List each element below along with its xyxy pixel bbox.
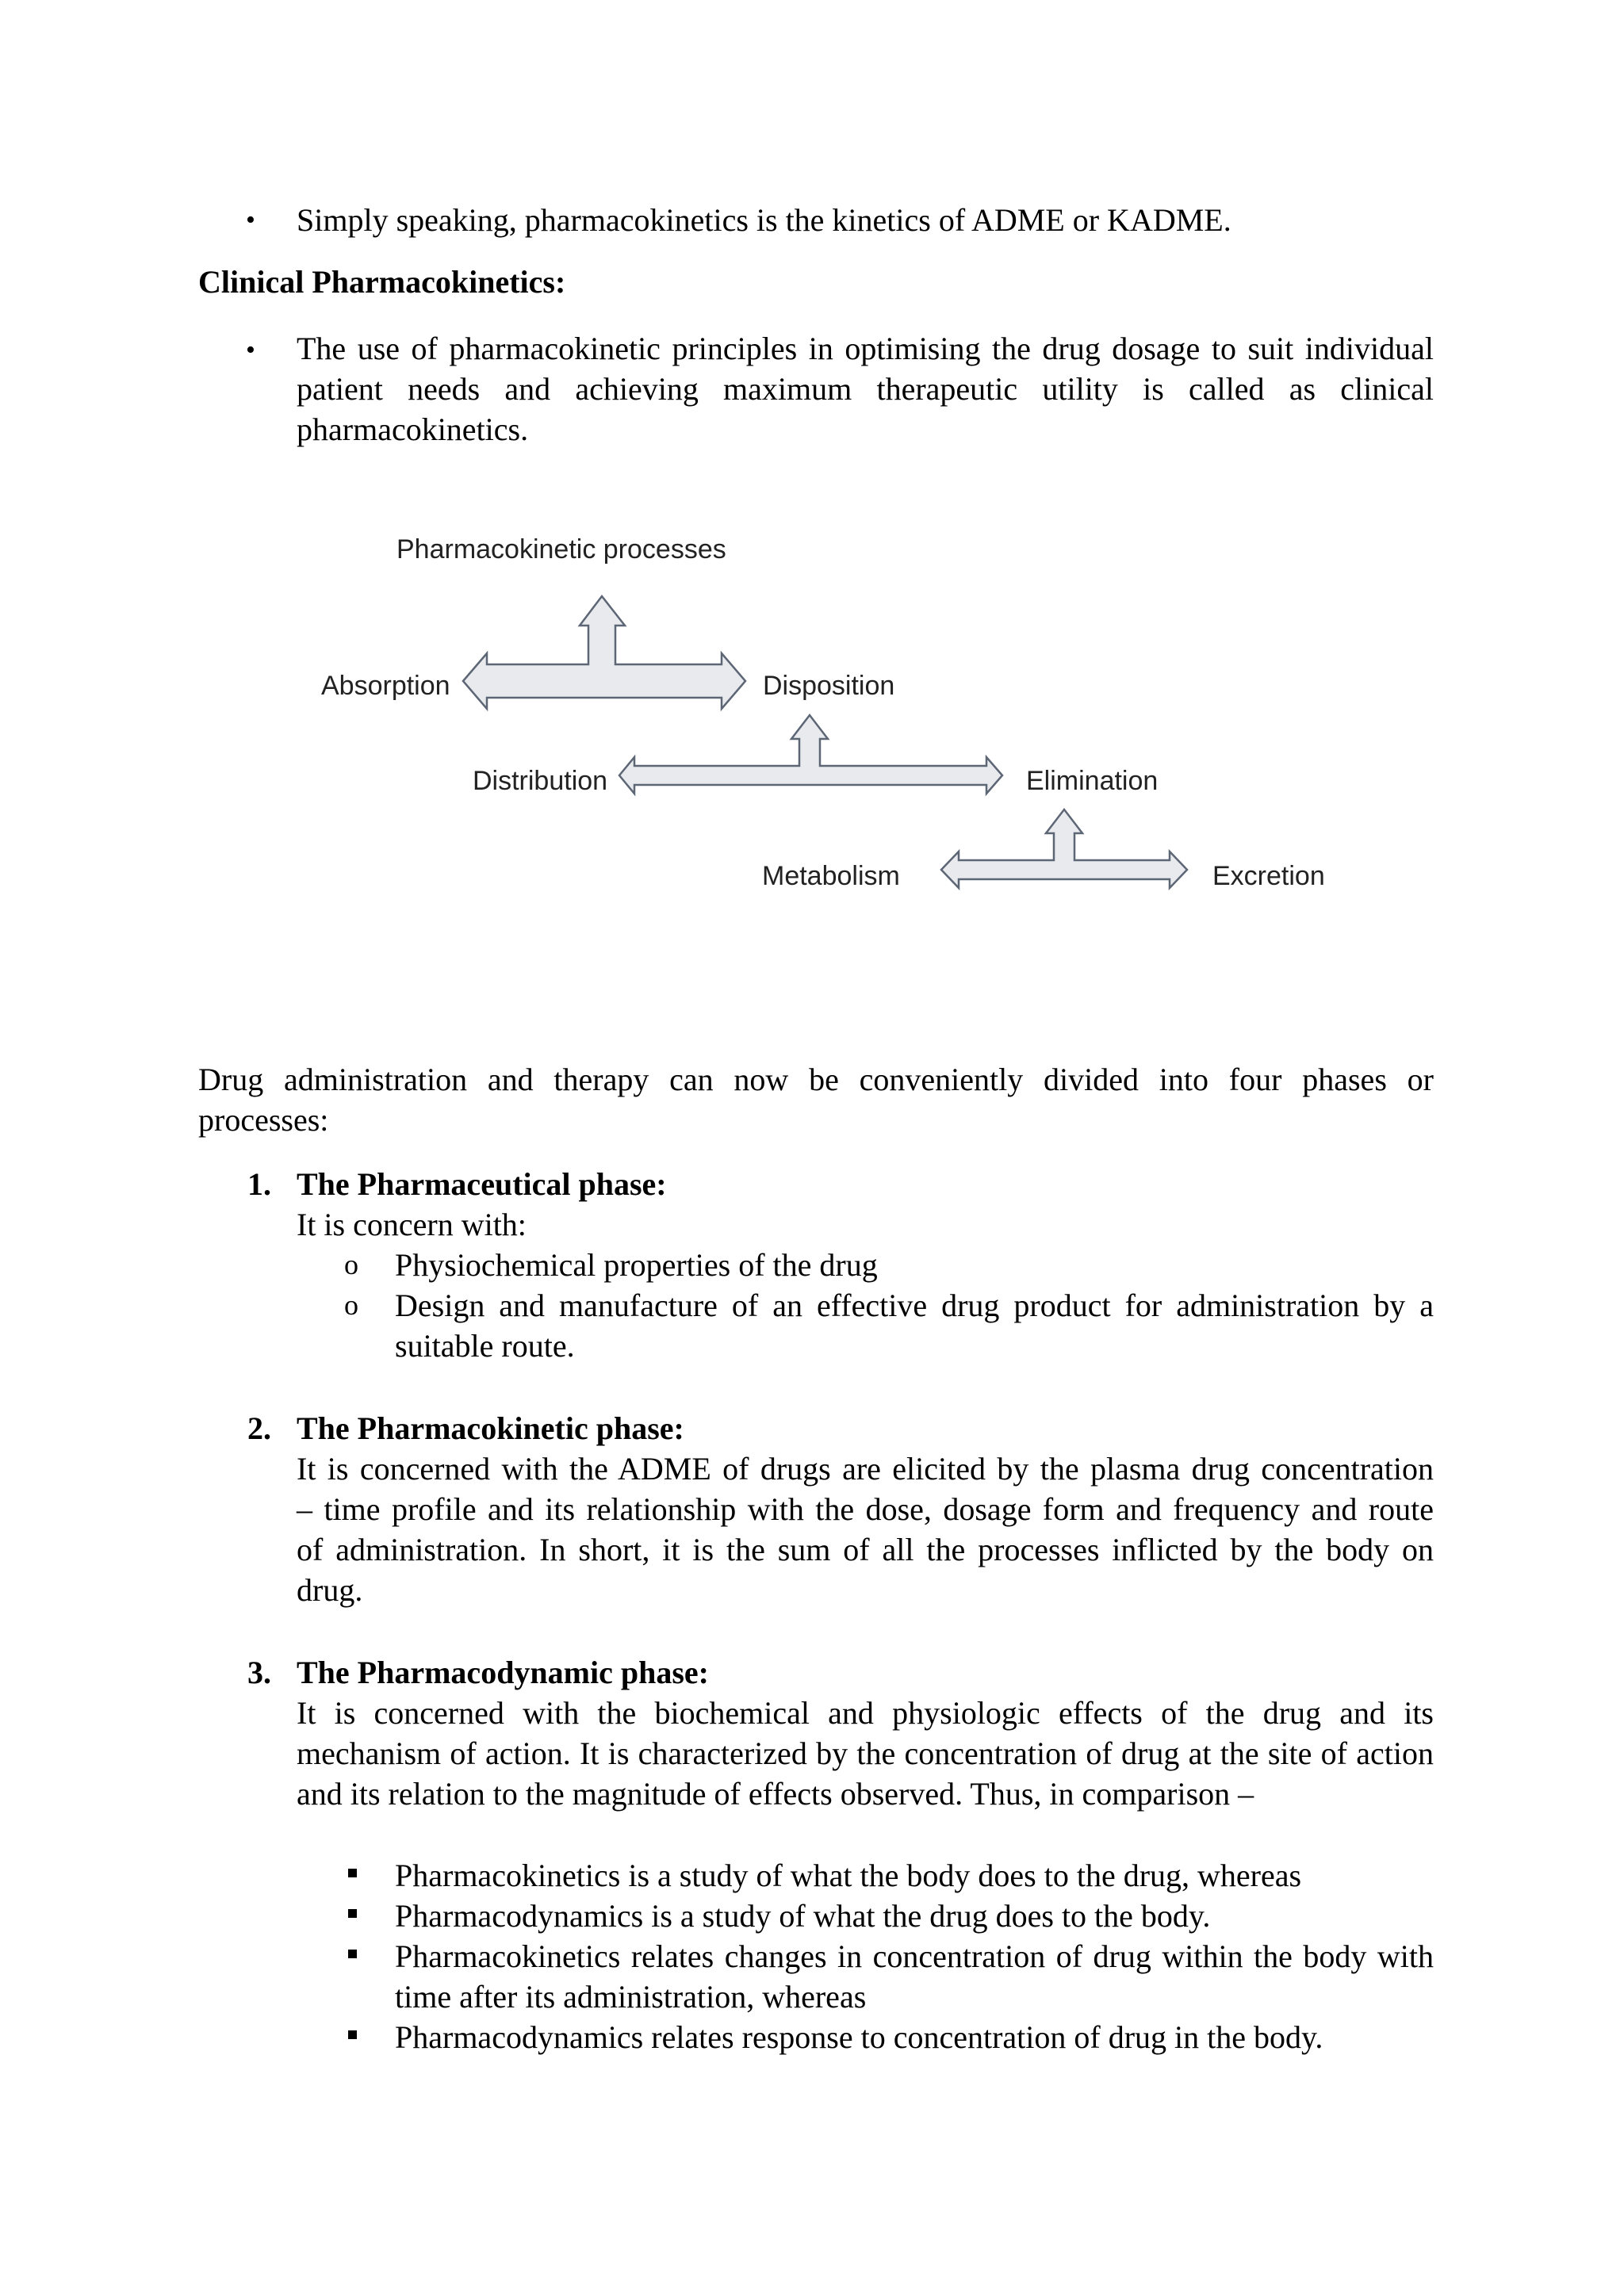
circle-bullet: o — [344, 1249, 358, 1280]
clinical-line-1: The use of pharmacokinetic principles in optimising the drug dosage to suit individual — [297, 331, 1434, 366]
para-line-2: processes: — [198, 1102, 329, 1138]
clinical-line-3: pharmacokinetics. — [297, 411, 529, 447]
phase-1-sub-2-cont: suitable route. — [395, 1328, 575, 1364]
phase-2-number: 2. — [247, 1410, 271, 1446]
phase-2-line-3: of administration. In short, it is the sum of all the processes inflicted by the body on — [297, 1532, 1434, 1567]
arrow-absorption-disposition — [463, 596, 745, 709]
diagram-label-elimination: Elimination — [1026, 766, 1159, 796]
clinical-heading: Clinical Pharmacokinetics: — [198, 264, 566, 300]
phase-1-sub-1: Physiochemical properties of the drug — [395, 1247, 878, 1283]
arrow-distribution-elimination — [619, 715, 1002, 794]
comparison-bullet-1: Pharmacokinetics is a study of what the body does to the drug, whereas — [395, 1858, 1302, 1893]
diagram-label-absorption: Absorption — [321, 671, 450, 701]
circle-bullet: o — [344, 1289, 358, 1321]
phase-1-sub-2: Design and manufacture of an effective drug product for administration by a — [395, 1288, 1434, 1323]
arrow-metabolism-excretion — [941, 809, 1187, 888]
phase-1-number: 1. — [247, 1166, 271, 1202]
diagram-label-metabolism: Metabolism — [762, 861, 900, 891]
diagram-label-distribution: Distribution — [473, 766, 608, 796]
phase-3-line-2: mechanism of action. It is characterized by the concentration of drug at the site of action — [297, 1735, 1434, 1771]
square-bullet — [348, 2030, 357, 2039]
diagram-label-excretion: Excretion — [1212, 861, 1325, 891]
phase-3-number: 3. — [247, 1655, 271, 1690]
para-line-1: Drug administration and therapy can now be conveniently divided into four phases or — [198, 1062, 1434, 1097]
phase-1-title: The Pharmaceutical phase: — [297, 1166, 667, 1202]
square-bullet — [348, 1869, 357, 1877]
phase-3-line-1: It is concerned with the biochemical and physiologic effects of the drug and its — [297, 1695, 1434, 1731]
diagram-label-disposition: Disposition — [763, 671, 895, 701]
pk-process-diagram — [0, 0, 1624, 951]
phase-2-line-4: drug. — [297, 1572, 363, 1608]
bullet-glyph: • — [246, 335, 255, 365]
comparison-bullet-4: Pharmacodynamics relates response to concentration of drug in the body. — [395, 2019, 1323, 2055]
phase-3-title: The Pharmacodynamic phase: — [297, 1655, 709, 1690]
clinical-line-2: patient needs and achieving maximum therapeutic utility is called as clinical — [297, 371, 1434, 407]
phase-1-intro: It is concern with: — [297, 1207, 527, 1242]
comparison-bullet-3: Pharmacokinetics relates changes in concentration of drug within the body with — [395, 1938, 1434, 1974]
diagram-label-top: Pharmacokinetic processes — [396, 534, 726, 564]
square-bullet — [348, 1950, 357, 1958]
phase-2-line-2: – time profile and its relationship with the dose, dosage form and frequency and route — [297, 1491, 1434, 1527]
phase-2-title: The Pharmacokinetic phase: — [297, 1410, 684, 1446]
phase-3-line-3: and its relation to the magnitude of effects observed. Thus, in comparison – — [297, 1776, 1254, 1812]
bullet-glyph: • — [246, 205, 255, 235]
intro-bullet-text: Simply speaking, pharmacokinetics is the kinetics of ADME or KADME. — [297, 202, 1231, 238]
square-bullet — [348, 1909, 357, 1918]
comparison-bullet-3-cont: time after its administration, whereas — [395, 1979, 867, 2015]
phase-2-line-1: It is concerned with the ADME of drugs are elicited by the plasma drug concentration — [297, 1451, 1434, 1487]
comparison-bullet-2: Pharmacodynamics is a study of what the drug does to the body. — [395, 1898, 1211, 1934]
